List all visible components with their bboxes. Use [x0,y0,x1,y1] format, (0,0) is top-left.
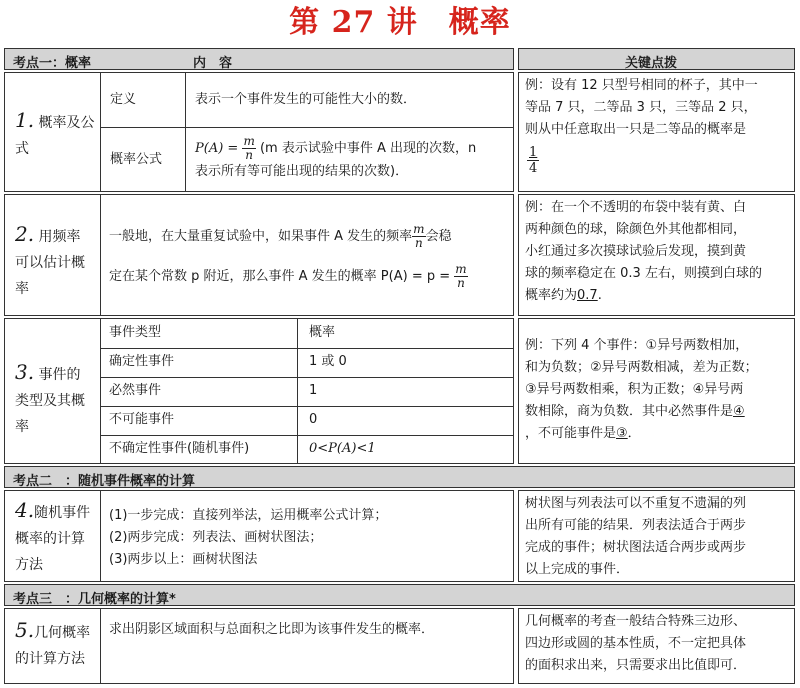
section1-label: 1. 概率及公式 [15,108,95,157]
formula-text: P(A) = $\frac{m}{n}$ (m 表示试验中事件 A 出现的次数，n [195,134,477,162]
frequency-text-2: 定在某个常数 p 附近，那么事件 A 发生的概率 P(A) = p = $\frac{m}{n}$ [109,262,467,290]
event-prob-cell: 0 [309,412,318,427]
section4-label: 4.随机事件 概率的计算 方法 [15,498,91,573]
section1-content [4,72,514,192]
summary-table [4,48,795,684]
section4-tip: 树状图与列表法可以不重复不遗漏的列 出所有可能的结果．列表法适合于两步 完成的事件；树状图法适合两步或两步 以上完成的事件． [518,490,795,582]
method-line-2: (2)两步完成：列表法、画树状图法； [109,530,323,545]
geometric-probability-text: 求出阴影区域面积与总面积之比即为该事件发生的概率． [109,622,435,637]
tip3-answer-line-1: 数相除，商为负数．其中必然事件是④ [525,404,745,419]
tip3-answer-line-2: ，不可能事件是③． [525,426,641,441]
section2-tip: 例：在一个不透明的布袋中装有黄、白 两种颜色的球，除颜色外其他都相同， 小红通过多次摸球试验后发现，摸到黄 球的频率稳定在 0.3 左右，则摸到白球的 概率约为0.7. [518,194,795,316]
section1-tip: 例：设有 12 只型号相同的杯子，其中一 等品 7 只，二等品 3 只，三等品 2 只， 则从中任意取出一只是二等品的概率是 $\frac{1}{4}$ [518,72,795,192]
tip2-answer-line: 概率约为0.7. [525,288,602,303]
section4-content [4,490,514,582]
header-tips: 关键点拨 [625,56,678,70]
header-point3: 考点三 ：几何概率的计算* [4,584,795,606]
formula-text-2: 表示所有等可能出现的结果的次数)． [195,164,409,179]
event-prob-header: 概率 [309,325,336,340]
header-content: 内 容 [193,56,233,70]
method-line-1: (1)一步完成：直接列举法，运用概率公式计算； [109,508,388,523]
header-point2: 考点二 ：随机事件概率的计算 [4,466,795,488]
event-type-header: 事件类型 [109,325,162,340]
event-type-cell: 不可能事件 [109,412,175,427]
definition-text: 表示一个事件发生的可能性大小的数． [195,92,417,107]
event-prob-cell: 1 或 0 [309,354,347,369]
section5-tip: 几何概率的考查一般结合特殊三边形、 四边形或圆的基本性质，不一定把具体 的面积求出来，只需要求出比值即可． [518,608,795,684]
section5-label: 5.几何概率 的计算方法 [15,618,91,667]
event-prob-cell: 1 [309,383,318,398]
tip1-answer: $\frac{1}{4}$ [529,145,538,176]
formula-label: 概率公式 [110,152,163,167]
header-tips-cell [518,48,795,70]
event-type-cell: 不确定性事件(随机事件) [109,441,250,456]
header-point1: 考点一：概率 [13,56,92,70]
event-prob-cell: 0<P(A)<1 [309,441,376,456]
frequency-text-1: 一般地，在大量重复试验中，如果事件 A 发生的频率 $\frac{m}{n}$ 会稳 [109,222,452,250]
section3-tip: 例：下列 4 个事件：①异号两数相加， 和为负数；②异号两数相减，差为正数； ③异号两数相乘，积为正数；④异号两 数相除，商为负数．其中必然事件是④ ，不可能事件是③． [518,318,795,464]
section2-label: 2. 用频率 可以估计概 率 [15,222,85,297]
section5-content [4,608,514,684]
header-point1-cell [4,48,514,70]
section2-content [4,194,514,316]
event-type-cell: 必然事件 [109,383,162,398]
section3-label: 3. 事件的 类型及其概 率 [15,360,85,435]
definition-label: 定义 [110,92,137,107]
event-type-cell: 确定性事件 [109,354,175,369]
page-title: 第 27 讲 概率 [289,5,511,40]
method-line-3: (3)两步以上：画树状图法 [109,552,258,567]
section3-content [4,318,514,464]
